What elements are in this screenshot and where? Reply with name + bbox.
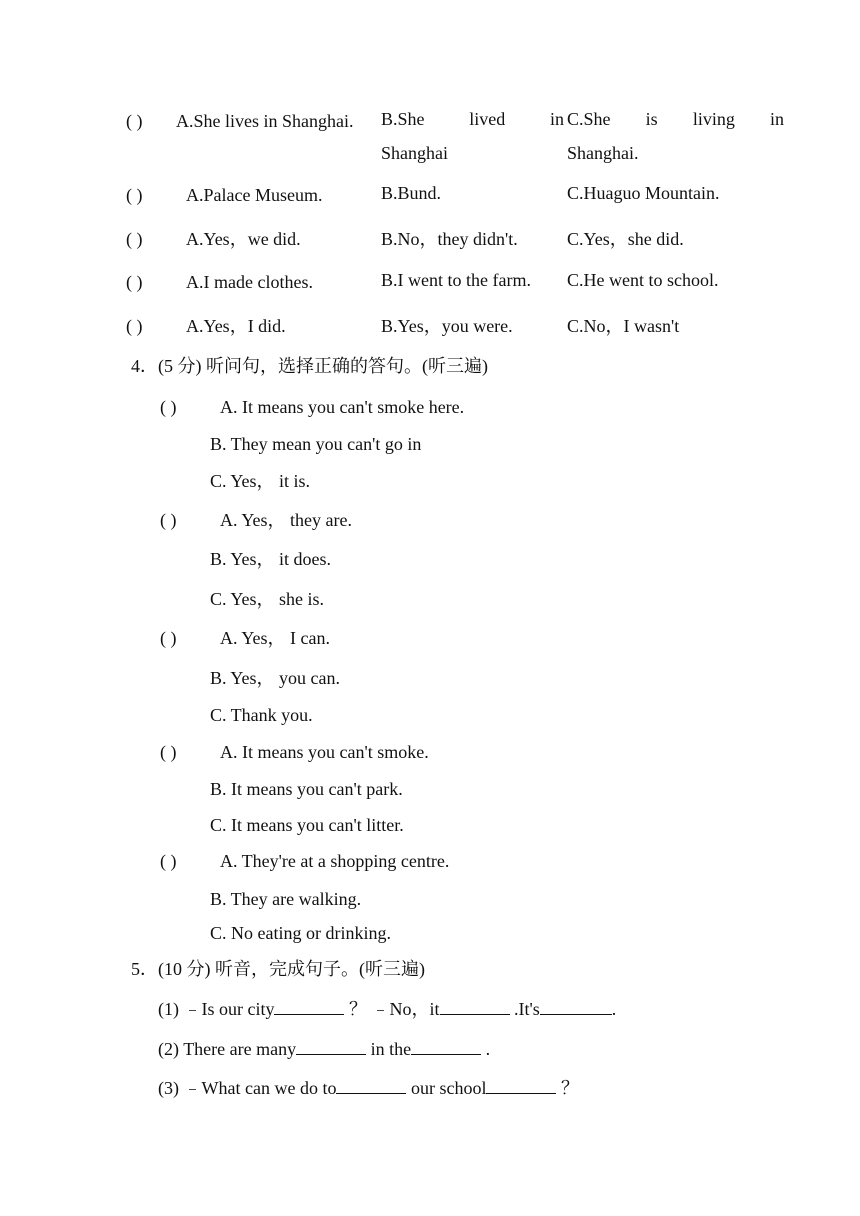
section-heading: 5．(10 分) 听音，完成句子。(听三遍) <box>131 959 425 979</box>
option-b: B. Yes， you can. <box>210 668 341 688</box>
option-b: B.Yes，you were. <box>381 316 513 336</box>
option-c: C.He went to school. <box>567 270 719 290</box>
answer-blank[interactable] <box>336 1077 406 1094</box>
option-c-line2: Shanghai. <box>567 143 639 163</box>
option-c: C. Yes， she is. <box>210 589 325 609</box>
option-c: C.Yes，she did. <box>567 229 684 249</box>
option-a: A.She lives in Shanghai. <box>176 111 354 131</box>
option-c-line1: C.She is living in <box>567 109 784 129</box>
option-c: C. It means you can't litter. <box>210 815 404 835</box>
answer-paren: ( ) <box>126 272 143 292</box>
option-b: B. They are walking. <box>210 889 362 909</box>
option-b: B. They mean you can't go in <box>210 434 422 454</box>
option-a: A.Palace Museum. <box>186 185 323 205</box>
sentence-number: (1) <box>158 999 179 1019</box>
sentence-number: (3) <box>158 1078 179 1098</box>
answer-paren: ( ) <box>160 742 177 762</box>
option-a: A. It means you can't smoke here. <box>220 397 465 417</box>
sentence-number: (2) <box>158 1039 179 1059</box>
option-b: B. Yes， it does. <box>210 549 332 569</box>
option-b: B. It means you can't park. <box>210 779 403 799</box>
option-c: C. No eating or drinking. <box>210 923 391 943</box>
option-b-line2: Shanghai <box>381 143 448 163</box>
option-a: A.Yes，we did. <box>186 229 301 249</box>
answer-blank[interactable] <box>296 1038 366 1055</box>
sentence-2: (2) There are many in the . <box>158 1039 491 1059</box>
sentence-3: (3) ﹣What can we do to our school ？ <box>158 1078 579 1098</box>
answer-paren: ( ) <box>126 185 143 205</box>
option-c: C.Huaguo Mountain. <box>567 183 720 203</box>
option-a: A. It means you can't smoke. <box>220 742 429 762</box>
option-a: A.I made clothes. <box>186 272 313 292</box>
option-a: A.Yes，I did. <box>186 316 286 336</box>
option-c: C. Yes， it is. <box>210 471 311 491</box>
option-b: B.I went to the farm. <box>381 270 531 290</box>
answer-paren: ( ) <box>126 316 143 336</box>
option-a: A. Yes， they are. <box>220 510 352 530</box>
answer-blank[interactable] <box>274 998 344 1015</box>
answer-paren: ( ) <box>160 510 177 530</box>
answer-paren: ( ) <box>126 229 143 249</box>
option-a: A. Yes， I can. <box>220 628 330 648</box>
answer-blank[interactable] <box>540 998 612 1015</box>
section-heading: 4．(5 分) 听问句，选择正确的答句。(听三遍) <box>131 356 488 376</box>
answer-blank[interactable] <box>411 1038 481 1055</box>
answer-paren: ( ) <box>126 111 143 131</box>
option-c: C.No，I wasn't <box>567 316 680 336</box>
option-a: A. They're at a shopping centre. <box>220 851 450 871</box>
sentence-1: (1) ﹣Is our city ？ ﹣No，it .It's . <box>158 999 617 1019</box>
option-b-line1: B.She lived in <box>381 109 564 129</box>
answer-paren: ( ) <box>160 851 177 871</box>
option-b: B.Bund. <box>381 183 442 203</box>
answer-paren: ( ) <box>160 628 177 648</box>
answer-blank[interactable] <box>440 998 510 1015</box>
answer-blank[interactable] <box>486 1077 556 1094</box>
answer-paren: ( ) <box>160 397 177 417</box>
option-c: C. Thank you. <box>210 705 313 725</box>
option-b: B.No，they didn't. <box>381 229 518 249</box>
